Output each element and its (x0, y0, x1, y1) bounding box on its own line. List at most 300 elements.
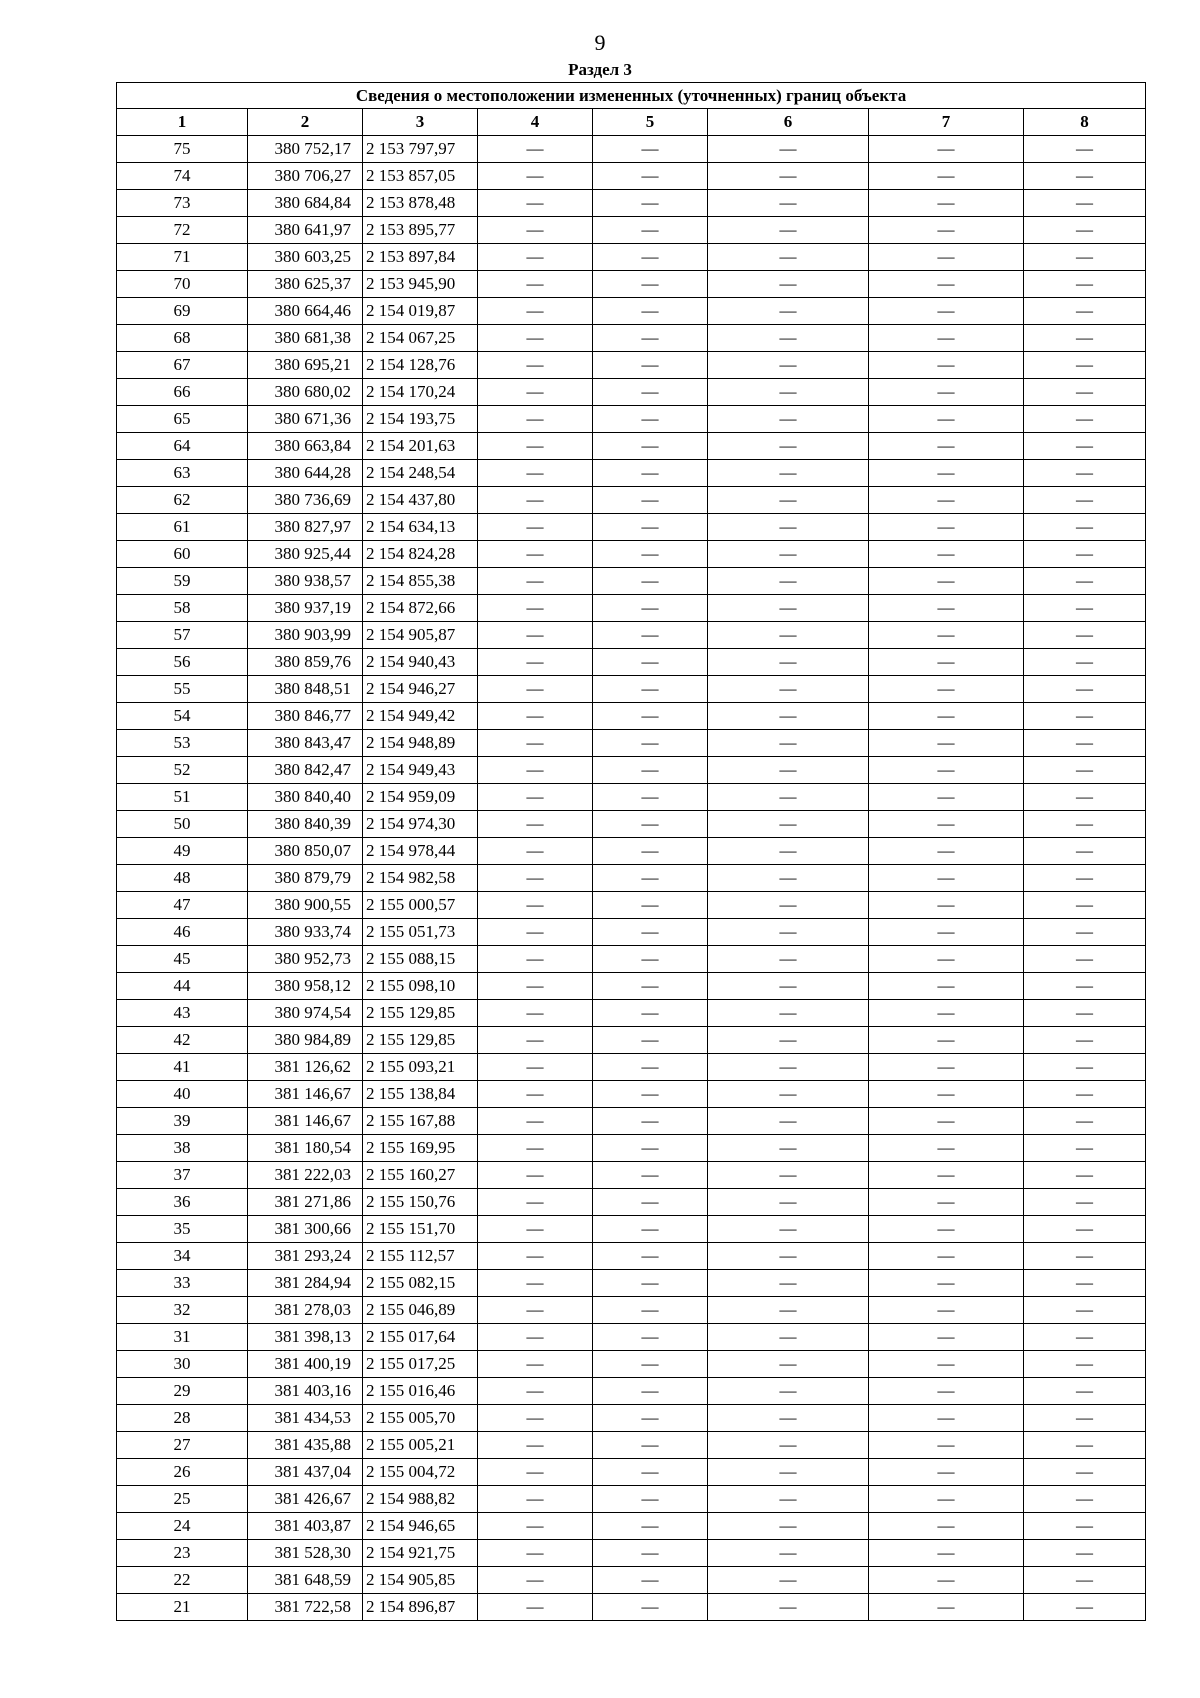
table-row (117, 1027, 1146, 1054)
coordinate-y-cell: 2 154 948,89 (363, 730, 478, 757)
table-row (117, 433, 1146, 460)
coordinate-x-cell: 380 937,19 (248, 595, 363, 622)
point-number-cell: 37 (117, 1162, 248, 1189)
empty-cell-col-7: — (869, 865, 1024, 892)
empty-cell-col-5: — (593, 1405, 708, 1432)
empty-cell-col-6: — (708, 244, 869, 271)
empty-cell-col-6: — (708, 1135, 869, 1162)
empty-cell-col-4: — (478, 568, 593, 595)
table-row (117, 1000, 1146, 1027)
empty-cell-col-4: — (478, 244, 593, 271)
point-number-cell: 62 (117, 487, 248, 514)
point-number-cell: 75 (117, 136, 248, 163)
empty-cell-col-8: — (1024, 676, 1146, 703)
empty-cell-col-4: — (478, 136, 593, 163)
empty-cell-col-5: — (593, 190, 708, 217)
empty-cell-col-6: — (708, 622, 869, 649)
empty-cell-col-7: — (869, 217, 1024, 244)
empty-cell-col-6: — (708, 568, 869, 595)
empty-cell-col-8: — (1024, 1324, 1146, 1351)
empty-cell-col-4: — (478, 973, 593, 1000)
table-row (117, 1216, 1146, 1243)
empty-cell-col-6: — (708, 703, 869, 730)
coordinate-y-cell: 2 153 857,05 (363, 163, 478, 190)
coordinate-y-cell: 2 153 897,84 (363, 244, 478, 271)
table-row (117, 1486, 1146, 1513)
empty-cell-col-7: — (869, 1162, 1024, 1189)
empty-cell-col-5: — (593, 676, 708, 703)
empty-cell-col-6: — (708, 973, 869, 1000)
empty-cell-col-8: — (1024, 730, 1146, 757)
coordinate-y-cell: 2 154 634,13 (363, 514, 478, 541)
coordinate-x-cell: 380 664,46 (248, 298, 363, 325)
empty-cell-col-4: — (478, 217, 593, 244)
empty-cell-col-8: — (1024, 973, 1146, 1000)
empty-cell-col-6: — (708, 298, 869, 325)
coordinate-y-cell: 2 155 000,57 (363, 892, 478, 919)
point-number-cell: 73 (117, 190, 248, 217)
empty-cell-col-5: — (593, 811, 708, 838)
empty-cell-col-4: — (478, 1486, 593, 1513)
empty-cell-col-4: — (478, 325, 593, 352)
coordinate-y-cell: 2 155 167,88 (363, 1108, 478, 1135)
empty-cell-col-7: — (869, 271, 1024, 298)
coordinate-y-cell: 2 155 004,72 (363, 1459, 478, 1486)
empty-cell-col-8: — (1024, 217, 1146, 244)
empty-cell-col-5: — (593, 1054, 708, 1081)
coordinate-x-cell: 381 648,59 (248, 1567, 363, 1594)
empty-cell-col-4: — (478, 1567, 593, 1594)
empty-cell-col-6: — (708, 1405, 869, 1432)
table-row (117, 865, 1146, 892)
point-number-cell: 46 (117, 919, 248, 946)
empty-cell-col-5: — (593, 838, 708, 865)
empty-cell-col-5: — (593, 1459, 708, 1486)
empty-cell-col-5: — (593, 352, 708, 379)
point-number-cell: 35 (117, 1216, 248, 1243)
empty-cell-col-6: — (708, 1243, 869, 1270)
coordinate-x-cell: 381 126,62 (248, 1054, 363, 1081)
empty-cell-col-8: — (1024, 163, 1146, 190)
coordinate-y-cell: 2 154 978,44 (363, 838, 478, 865)
empty-cell-col-7: — (869, 244, 1024, 271)
coordinate-x-cell: 381 146,67 (248, 1081, 363, 1108)
coordinate-y-cell: 2 155 151,70 (363, 1216, 478, 1243)
empty-cell-col-6: — (708, 1027, 869, 1054)
empty-cell-col-6: — (708, 946, 869, 973)
coordinate-x-cell: 380 641,97 (248, 217, 363, 244)
empty-cell-col-5: — (593, 298, 708, 325)
point-number-cell: 49 (117, 838, 248, 865)
empty-cell-col-6: — (708, 163, 869, 190)
empty-cell-col-4: — (478, 271, 593, 298)
point-number-cell: 53 (117, 730, 248, 757)
table-row (117, 406, 1146, 433)
empty-cell-col-6: — (708, 1351, 869, 1378)
empty-cell-col-7: — (869, 1459, 1024, 1486)
point-number-cell: 58 (117, 595, 248, 622)
empty-cell-col-7: — (869, 1513, 1024, 1540)
coordinate-x-cell: 381 146,67 (248, 1108, 363, 1135)
empty-cell-col-8: — (1024, 946, 1146, 973)
empty-cell-col-6: — (708, 352, 869, 379)
coordinate-x-cell: 381 300,66 (248, 1216, 363, 1243)
empty-cell-col-5: — (593, 1567, 708, 1594)
empty-cell-col-5: — (593, 1540, 708, 1567)
table-row (117, 325, 1146, 352)
table-row (117, 1513, 1146, 1540)
coordinate-x-cell: 380 663,84 (248, 433, 363, 460)
empty-cell-col-4: — (478, 892, 593, 919)
empty-cell-col-4: — (478, 1081, 593, 1108)
empty-cell-col-6: — (708, 730, 869, 757)
empty-cell-col-8: — (1024, 1054, 1146, 1081)
coordinate-x-cell: 380 736,69 (248, 487, 363, 514)
coordinate-x-cell: 380 848,51 (248, 676, 363, 703)
empty-cell-col-8: — (1024, 1243, 1146, 1270)
coordinate-y-cell: 2 155 017,64 (363, 1324, 478, 1351)
table-row (117, 676, 1146, 703)
empty-cell-col-7: — (869, 1135, 1024, 1162)
point-number-cell: 22 (117, 1567, 248, 1594)
coordinate-x-cell: 380 644,28 (248, 460, 363, 487)
empty-cell-col-4: — (478, 622, 593, 649)
empty-cell-col-7: — (869, 1432, 1024, 1459)
empty-cell-col-7: — (869, 352, 1024, 379)
coordinate-x-cell: 381 271,86 (248, 1189, 363, 1216)
point-number-cell: 28 (117, 1405, 248, 1432)
empty-cell-col-4: — (478, 1162, 593, 1189)
table-row (117, 1432, 1146, 1459)
empty-cell-col-7: — (869, 1486, 1024, 1513)
point-number-cell: 51 (117, 784, 248, 811)
empty-cell-col-4: — (478, 919, 593, 946)
empty-cell-col-6: — (708, 811, 869, 838)
coordinate-y-cell: 2 155 046,89 (363, 1297, 478, 1324)
empty-cell-col-4: — (478, 406, 593, 433)
empty-cell-col-7: — (869, 514, 1024, 541)
table-row (117, 1567, 1146, 1594)
empty-cell-col-7: — (869, 1108, 1024, 1135)
empty-cell-col-6: — (708, 1054, 869, 1081)
table-row (117, 595, 1146, 622)
table-row (117, 271, 1146, 298)
coordinate-x-cell: 380 681,38 (248, 325, 363, 352)
table-row (117, 973, 1146, 1000)
empty-cell-col-8: — (1024, 595, 1146, 622)
empty-cell-col-5: — (593, 271, 708, 298)
table-row (117, 244, 1146, 271)
coordinate-y-cell: 2 155 138,84 (363, 1081, 478, 1108)
empty-cell-col-6: — (708, 1378, 869, 1405)
coordinate-y-cell: 2 155 051,73 (363, 919, 478, 946)
empty-cell-col-6: — (708, 217, 869, 244)
empty-cell-col-8: — (1024, 433, 1146, 460)
table-row (117, 1270, 1146, 1297)
column-header-2: 2 (248, 109, 363, 136)
empty-cell-col-6: — (708, 325, 869, 352)
empty-cell-col-4: — (478, 595, 593, 622)
empty-cell-col-5: — (593, 568, 708, 595)
coordinate-y-cell: 2 154 949,43 (363, 757, 478, 784)
empty-cell-col-4: — (478, 1324, 593, 1351)
point-number-cell: 54 (117, 703, 248, 730)
empty-cell-col-7: — (869, 1378, 1024, 1405)
coordinate-x-cell: 380 952,73 (248, 946, 363, 973)
empty-cell-col-6: — (708, 1567, 869, 1594)
empty-cell-col-4: — (478, 1000, 593, 1027)
empty-cell-col-6: — (708, 1324, 869, 1351)
empty-cell-col-7: — (869, 1324, 1024, 1351)
empty-cell-col-4: — (478, 1459, 593, 1486)
empty-cell-col-4: — (478, 1378, 593, 1405)
empty-cell-col-8: — (1024, 1378, 1146, 1405)
table-row (117, 919, 1146, 946)
point-number-cell: 38 (117, 1135, 248, 1162)
table-row (117, 487, 1146, 514)
coordinate-y-cell: 2 155 150,76 (363, 1189, 478, 1216)
empty-cell-col-7: — (869, 1027, 1024, 1054)
empty-cell-col-7: — (869, 919, 1024, 946)
empty-cell-col-6: — (708, 757, 869, 784)
point-number-cell: 52 (117, 757, 248, 784)
point-number-cell: 32 (117, 1297, 248, 1324)
coordinate-y-cell: 2 154 067,25 (363, 325, 478, 352)
point-number-cell: 27 (117, 1432, 248, 1459)
empty-cell-col-6: — (708, 136, 869, 163)
coordinate-x-cell: 381 284,94 (248, 1270, 363, 1297)
empty-cell-col-7: — (869, 1081, 1024, 1108)
coordinate-y-cell: 2 155 160,27 (363, 1162, 478, 1189)
empty-cell-col-8: — (1024, 1162, 1146, 1189)
empty-cell-col-5: — (593, 163, 708, 190)
point-number-cell: 55 (117, 676, 248, 703)
point-number-cell: 47 (117, 892, 248, 919)
empty-cell-col-8: — (1024, 1297, 1146, 1324)
empty-cell-col-5: — (593, 1297, 708, 1324)
empty-cell-col-5: — (593, 1216, 708, 1243)
empty-cell-col-5: — (593, 1027, 708, 1054)
table-row (117, 892, 1146, 919)
empty-cell-col-4: — (478, 433, 593, 460)
empty-cell-col-5: — (593, 1081, 708, 1108)
coordinate-y-cell: 2 155 098,10 (363, 973, 478, 1000)
empty-cell-col-7: — (869, 973, 1024, 1000)
table-row (117, 1324, 1146, 1351)
empty-cell-col-4: — (478, 163, 593, 190)
point-number-cell: 59 (117, 568, 248, 595)
table-row (117, 298, 1146, 325)
table-row (117, 757, 1146, 784)
point-number-cell: 72 (117, 217, 248, 244)
empty-cell-col-5: — (593, 1243, 708, 1270)
empty-cell-col-7: — (869, 460, 1024, 487)
point-number-cell: 31 (117, 1324, 248, 1351)
empty-cell-col-5: — (593, 1432, 708, 1459)
empty-cell-col-8: — (1024, 1000, 1146, 1027)
coordinate-y-cell: 2 155 093,21 (363, 1054, 478, 1081)
page-number: 9 (594, 30, 606, 55)
empty-cell-col-5: — (593, 217, 708, 244)
empty-cell-col-7: — (869, 1297, 1024, 1324)
table-row (117, 1594, 1146, 1621)
empty-cell-col-4: — (478, 1189, 593, 1216)
empty-cell-col-4: — (478, 784, 593, 811)
empty-cell-col-7: — (869, 1216, 1024, 1243)
empty-cell-col-7: — (869, 487, 1024, 514)
empty-cell-col-8: — (1024, 1459, 1146, 1486)
coordinate-y-cell: 2 154 959,09 (363, 784, 478, 811)
point-number-cell: 60 (117, 541, 248, 568)
coordinate-x-cell: 381 434,53 (248, 1405, 363, 1432)
empty-cell-col-6: — (708, 784, 869, 811)
empty-cell-col-4: — (478, 514, 593, 541)
empty-cell-col-7: — (869, 433, 1024, 460)
coordinate-y-cell: 2 154 905,87 (363, 622, 478, 649)
empty-cell-col-8: — (1024, 1513, 1146, 1540)
empty-cell-col-6: — (708, 1270, 869, 1297)
empty-cell-col-4: — (478, 757, 593, 784)
empty-cell-col-8: — (1024, 865, 1146, 892)
coordinate-y-cell: 2 154 896,87 (363, 1594, 478, 1621)
empty-cell-col-5: — (593, 649, 708, 676)
empty-cell-col-4: — (478, 1243, 593, 1270)
coordinate-x-cell: 380 933,74 (248, 919, 363, 946)
empty-cell-col-6: — (708, 1000, 869, 1027)
empty-cell-col-6: — (708, 1594, 869, 1621)
point-number-cell: 45 (117, 946, 248, 973)
table-row (117, 1189, 1146, 1216)
empty-cell-col-6: — (708, 1432, 869, 1459)
coordinate-y-cell: 2 154 193,75 (363, 406, 478, 433)
table-row (117, 784, 1146, 811)
empty-cell-col-5: — (593, 1108, 708, 1135)
point-number-cell: 33 (117, 1270, 248, 1297)
empty-cell-col-8: — (1024, 1432, 1146, 1459)
coordinate-x-cell: 381 222,03 (248, 1162, 363, 1189)
coordinate-y-cell: 2 154 201,63 (363, 433, 478, 460)
coordinate-x-cell: 380 938,57 (248, 568, 363, 595)
table-row (117, 1108, 1146, 1135)
coordinate-y-cell: 2 155 169,95 (363, 1135, 478, 1162)
coordinate-x-cell: 380 695,21 (248, 352, 363, 379)
empty-cell-col-6: — (708, 379, 869, 406)
point-number-cell: 56 (117, 649, 248, 676)
coordinate-y-cell: 2 153 878,48 (363, 190, 478, 217)
table-row (117, 649, 1146, 676)
empty-cell-col-5: — (593, 1486, 708, 1513)
coordinate-x-cell: 381 293,24 (248, 1243, 363, 1270)
empty-cell-col-5: — (593, 622, 708, 649)
empty-cell-col-8: — (1024, 919, 1146, 946)
empty-cell-col-5: — (593, 433, 708, 460)
coordinate-x-cell: 380 879,79 (248, 865, 363, 892)
empty-cell-col-8: — (1024, 190, 1146, 217)
empty-cell-col-4: — (478, 1540, 593, 1567)
empty-cell-col-5: — (593, 1135, 708, 1162)
coordinate-x-cell: 380 843,47 (248, 730, 363, 757)
coordinate-x-cell: 380 840,39 (248, 811, 363, 838)
empty-cell-col-4: — (478, 730, 593, 757)
empty-cell-col-7: — (869, 811, 1024, 838)
empty-cell-col-8: — (1024, 352, 1146, 379)
coordinate-y-cell: 2 154 940,43 (363, 649, 478, 676)
table-row (117, 460, 1146, 487)
empty-cell-col-4: — (478, 1351, 593, 1378)
empty-cell-col-6: — (708, 1459, 869, 1486)
empty-cell-col-8: — (1024, 1135, 1146, 1162)
empty-cell-col-8: — (1024, 1486, 1146, 1513)
coordinate-x-cell: 380 827,97 (248, 514, 363, 541)
empty-cell-col-8: — (1024, 1027, 1146, 1054)
empty-cell-col-4: — (478, 1405, 593, 1432)
empty-cell-col-8: — (1024, 811, 1146, 838)
table-row (117, 1135, 1146, 1162)
coordinate-x-cell: 381 437,04 (248, 1459, 363, 1486)
point-number-cell: 70 (117, 271, 248, 298)
empty-cell-col-5: — (593, 1594, 708, 1621)
coordinate-x-cell: 381 528,30 (248, 1540, 363, 1567)
empty-cell-col-7: — (869, 784, 1024, 811)
coordinate-x-cell: 380 671,36 (248, 406, 363, 433)
empty-cell-col-8: — (1024, 271, 1146, 298)
point-number-cell: 48 (117, 865, 248, 892)
empty-cell-col-6: — (708, 1081, 869, 1108)
empty-cell-col-4: — (478, 190, 593, 217)
table-body (117, 136, 1146, 1621)
table-row (117, 163, 1146, 190)
empty-cell-col-6: — (708, 1540, 869, 1567)
empty-cell-col-6: — (708, 1189, 869, 1216)
empty-cell-col-5: — (593, 1162, 708, 1189)
coordinate-x-cell: 381 426,67 (248, 1486, 363, 1513)
empty-cell-col-5: — (593, 946, 708, 973)
point-number-cell: 30 (117, 1351, 248, 1378)
coordinate-y-cell: 2 154 949,42 (363, 703, 478, 730)
empty-cell-col-7: — (869, 595, 1024, 622)
coordinate-x-cell: 380 625,37 (248, 271, 363, 298)
coordinate-x-cell: 380 680,02 (248, 379, 363, 406)
empty-cell-col-7: — (869, 1000, 1024, 1027)
point-number-cell: 64 (117, 433, 248, 460)
table-row (117, 136, 1146, 163)
coordinate-x-cell: 380 925,44 (248, 541, 363, 568)
column-header-7: 7 (869, 109, 1024, 136)
coordinate-y-cell: 2 155 082,15 (363, 1270, 478, 1297)
section-title: Раздел 3 (568, 60, 632, 79)
empty-cell-col-7: — (869, 406, 1024, 433)
empty-cell-col-5: — (593, 595, 708, 622)
coordinate-y-cell: 2 154 982,58 (363, 865, 478, 892)
empty-cell-col-6: — (708, 1486, 869, 1513)
empty-cell-col-5: — (593, 1378, 708, 1405)
empty-cell-col-6: — (708, 838, 869, 865)
empty-cell-col-5: — (593, 1270, 708, 1297)
empty-cell-col-4: — (478, 865, 593, 892)
empty-cell-col-4: — (478, 1297, 593, 1324)
coordinate-y-cell: 2 153 945,90 (363, 271, 478, 298)
coordinate-x-cell: 380 842,47 (248, 757, 363, 784)
empty-cell-col-8: — (1024, 325, 1146, 352)
empty-cell-col-5: — (593, 541, 708, 568)
point-number-cell: 44 (117, 973, 248, 1000)
empty-cell-col-8: — (1024, 568, 1146, 595)
table-row (117, 352, 1146, 379)
empty-cell-col-7: — (869, 379, 1024, 406)
empty-cell-col-5: — (593, 703, 708, 730)
table-row (117, 703, 1146, 730)
point-number-cell: 25 (117, 1486, 248, 1513)
